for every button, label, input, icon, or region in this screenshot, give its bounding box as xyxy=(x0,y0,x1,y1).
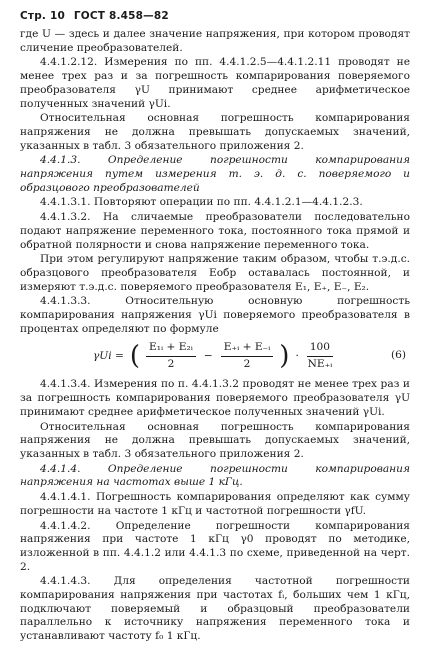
fraction-denominator: 2 xyxy=(167,357,175,370)
paragraph: 4.4.1.2.12. Измерения по пп. 4.4.1.2.5—4.4.1.2.11 проводят не менее трех раз и за погрешность компарирования поверяемого преобразователя γU принимают среднее арифметическое полученных значений γUi. xyxy=(20,56,410,110)
paragraph: Относительная основная погрешность компарирования напряжения не должна превышать допускаемых значений, указанных в табл. 3 обязательного приложения 2. xyxy=(20,112,410,152)
section-heading: 4.4.1.3. Определение погрешности компарирования напряжения путем измерения т. э. д. с. поверяемого и образцового преобразователей xyxy=(20,154,410,194)
equation-number: (6) xyxy=(390,349,406,362)
page-header xyxy=(20,10,174,22)
page-number: Стр. 10 xyxy=(20,10,65,22)
paragraph: Относительная основная погрешность компарирования напряжения не должна превышать допускаемых значений, указанных в табл. 3 обязательного приложения 2. xyxy=(20,420,410,460)
fraction-numerator: E₊ᵢ + E₋ᵢ xyxy=(221,341,274,357)
paragraph: 4.4.1.3.1. Повторяют операции по пп. 4.4.1.2.1—4.4.1.2.3. xyxy=(40,196,363,209)
formula-fraction-3 xyxy=(307,341,333,371)
document-body xyxy=(20,28,410,645)
formula-times: · xyxy=(295,349,299,362)
paragraph: 4.4.1.4.3. Для определения частотной погрешности компарирования напряжения при частотах fᵢ, больших чем 1 кГц, подключают поверяемый и образцовый преобразователи параллельно к источнику напряжения переменного тока и устанавливают частоту f₀ 1 кГц. xyxy=(20,575,410,643)
paragraph: 4.4.1.3.3. Относительную основную погрешность компарирования напряжения γUi поверяемого преобразователя в процентах определяют по формуле xyxy=(20,295,410,335)
formula-fraction-1 xyxy=(146,341,196,371)
paragraph: 4.4.1.3.2. На сличаемые преобразователи последовательно подают напряжение переменного тока, постоянного тока прямой и обратной полярности и снова напряжение переменного тока. xyxy=(20,211,410,251)
fraction-denominator: 2 xyxy=(243,357,251,370)
formula-6 xyxy=(20,339,410,373)
paragraph: 4.4.1.4.1. Погрешность компарирования определяют как сумму погрешности на частоте 1 кГц и частотной погрешности γfU. xyxy=(20,491,410,517)
formula-fraction-2 xyxy=(221,341,274,371)
fraction-numerator: E₁ᵢ + E₂ᵢ xyxy=(146,341,196,357)
paragraph: где U — здесь и далее значение напряжения, при котором проводят сличение преобразователей. xyxy=(20,28,410,54)
fraction-numerator: 100 xyxy=(307,341,333,357)
section-heading: 4.4.1.4. Определение погрешности компарирования напряжения на частотах выше 1 кГц. xyxy=(20,462,410,489)
formula-lhs: γUi = xyxy=(92,349,124,362)
formula-close-paren: ) xyxy=(279,341,290,372)
formula-minus: − xyxy=(203,349,213,362)
paragraph: При этом регулируют напряжение таким образом, чтобы т.э.д.с. образцового преобразователя Eобр оставалась постоянной, и измеряют т.э.д.с. поверяемого преобразователя E₁, E₊, E₋, E₂. xyxy=(20,253,410,293)
standard-code: ГОСТ 8.458—82 xyxy=(73,10,169,22)
fraction-denominator: NE₊ᵢ xyxy=(307,357,333,370)
formula-open-paren: ( xyxy=(129,341,141,372)
paragraph: 4.4.1.3.4. Измерения по п. 4.4.1.3.2 проводят не менее трех раз и за погрешность компарирования поверяемого преобразователя γU принимают среднее арифметическое полученных значений γUi. xyxy=(20,378,410,418)
paragraph: 4.4.1.4.2. Определение погрешности компарирования напряжения при частоте 1 кГц γ0 проводят по методике, изложенной в пп. 4.4.1.2 или 4.4.1.3 по схеме, приведенной на черт. 2. xyxy=(20,519,410,573)
